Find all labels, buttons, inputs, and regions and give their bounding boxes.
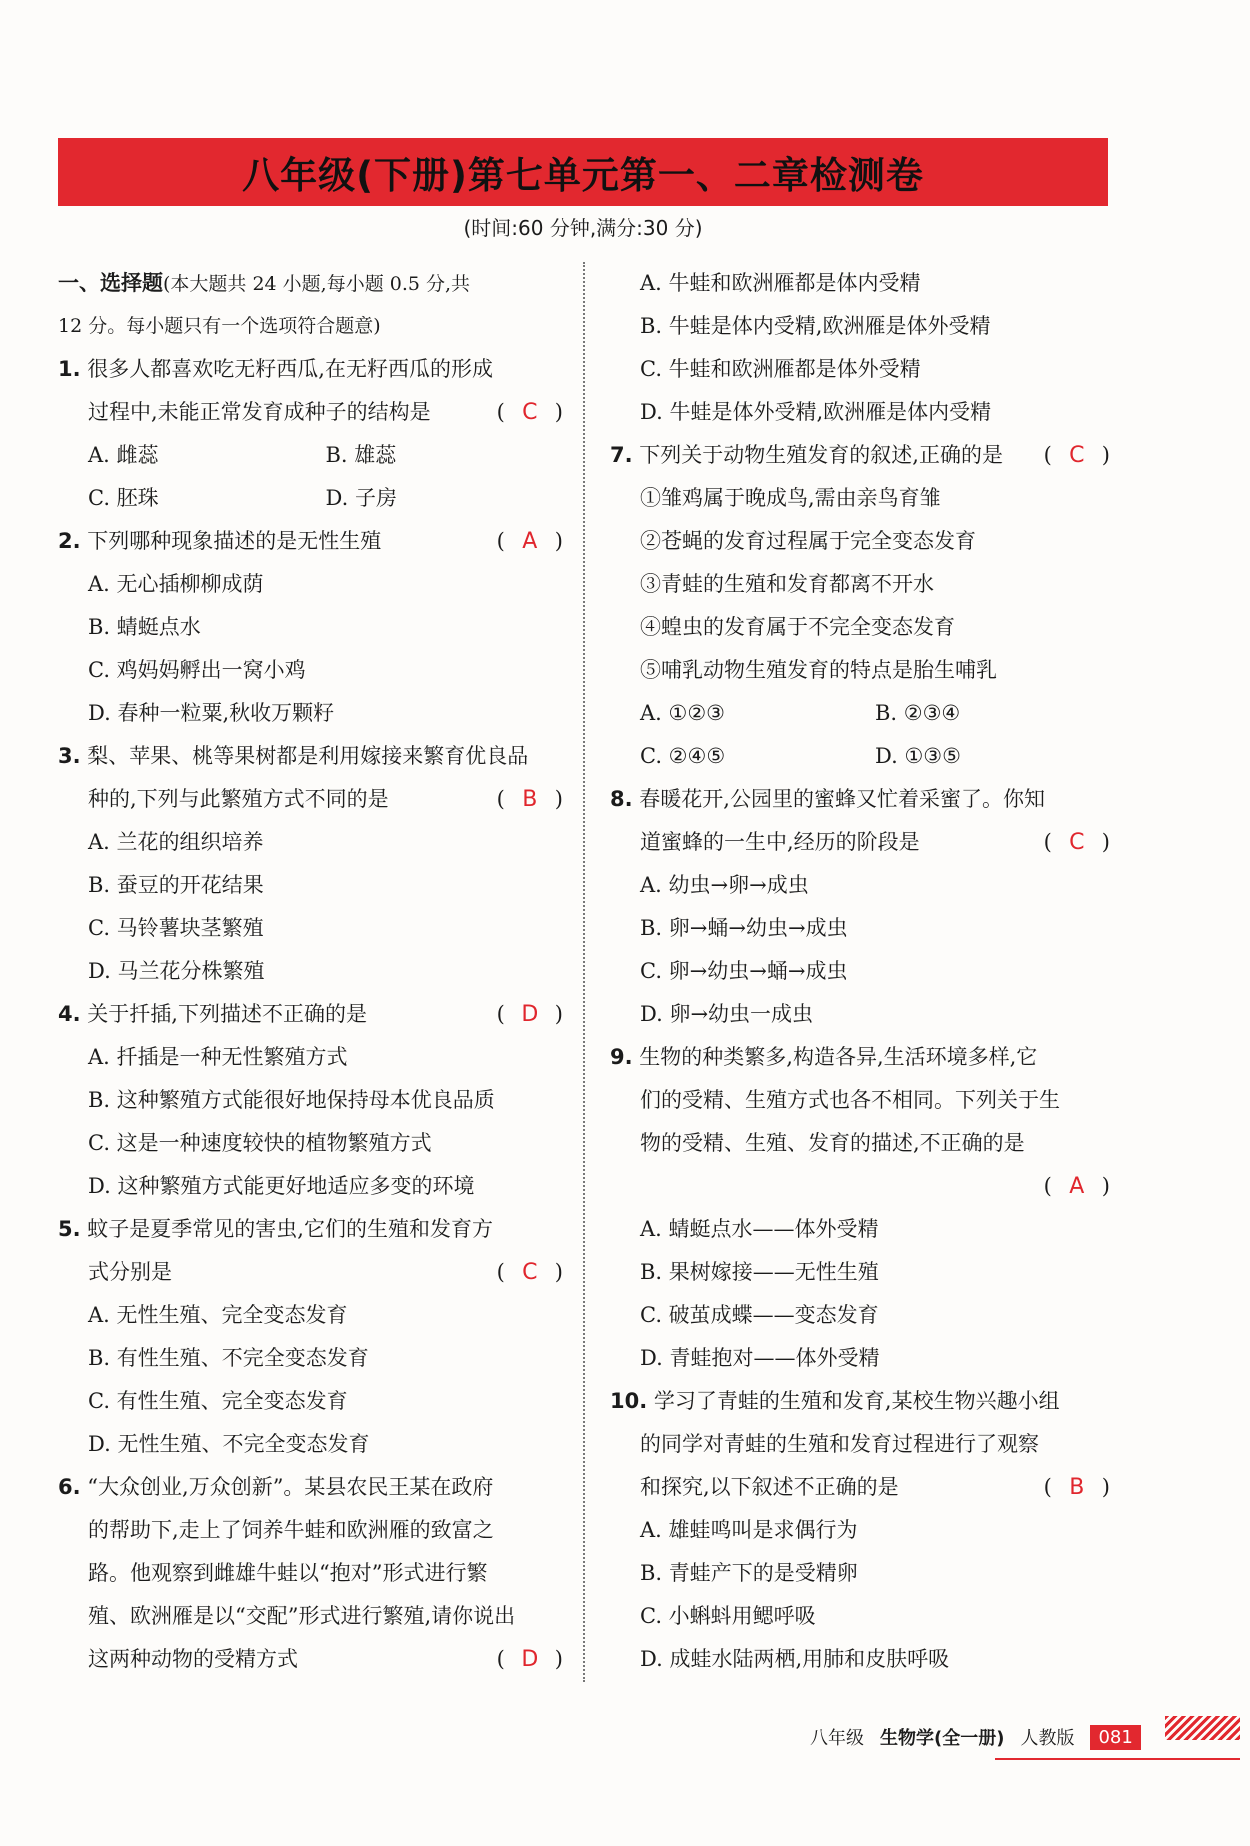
q5-option-b: B. 有性生殖、不完全变态发育 — [88, 1346, 369, 1370]
q2-option-c: C. 鸡妈妈孵出一窝小鸡 — [88, 658, 306, 682]
question-1: 1. 很多人都喜欢吃无籽西瓜,在无籽西瓜的形成 — [58, 357, 493, 381]
q4-option-a: A. 扦插是一种无性繁殖方式 — [88, 1045, 348, 1069]
q7-statement-1: ①雏鸡属于晚成鸟,需由亲鸟育雏 — [640, 486, 941, 510]
question-5: 5. 蚊子是夏季常见的害虫,它们的生殖和发育方 — [58, 1217, 493, 1241]
q7-statement-5: ⑤哺乳动物生殖发育的特点是胎生哺乳 — [640, 658, 997, 682]
question-10-line-3: 和探究,以下叙述不正确的是 ( B ) — [610, 1466, 1110, 1509]
footer-edition: 人教版 — [1020, 1728, 1075, 1749]
question-6-line-2: 的帮助下,走上了饲养牛蛙和欧洲雁的致富之 — [88, 1518, 494, 1542]
q6-option-c: C. 牛蛙和欧洲雁都是体外受精 — [640, 357, 921, 381]
page-title: 八年级(下册)第七单元第一、二章检测卷 — [242, 154, 924, 197]
question-4: 4. 关于扦插,下列描述不正确的是 ( D ) — [58, 993, 563, 1036]
section-header: 一、选择题(本大题共 24 小题,每小题 0.5 分,共 — [58, 271, 471, 295]
q7-statement-3: ③青蛙的生殖和发育都离不开水 — [640, 572, 934, 596]
question-6-line-5: 这两种动物的受精方式 ( D ) — [58, 1638, 563, 1681]
question-9-line-3: 物的受精、生殖、发育的描述,不正确的是 — [640, 1131, 1025, 1155]
q6-option-a: A. 牛蛙和欧洲雁都是体内受精 — [640, 271, 921, 295]
question-10-line-2: 的同学对青蛙的生殖和发育过程进行了观察 — [640, 1432, 1039, 1456]
q9-option-b: B. 果树嫁接——无性生殖 — [640, 1260, 879, 1284]
footer-grade: 八年级 — [810, 1728, 864, 1749]
footer-subject: 生物学(全一册) — [880, 1728, 1005, 1749]
question-6-line-3: 路。他观察到雌雄牛蛙以“抱对”形式进行繁 — [88, 1561, 488, 1585]
left-column — [58, 262, 563, 1681]
answer-6: ( D ) — [496, 1647, 563, 1672]
answer-4: ( D ) — [496, 1002, 563, 1027]
q7-statement-2: ②苍蝇的发育过程属于完全变态发育 — [640, 529, 976, 553]
q9-option-a: A. 蜻蜓点水——体外受精 — [640, 1217, 879, 1241]
q7-options-cd: C. ②④⑤ D. ①③⑤ — [640, 744, 961, 768]
answer-1: ( C ) — [496, 400, 563, 425]
q5-option-a: A. 无性生殖、完全变态发育 — [88, 1303, 348, 1327]
section-header-cont: 12 分。每小题只有一个选项符合题意) — [58, 315, 381, 337]
q8-option-a: A. 幼虫→卵→成虫 — [640, 873, 809, 897]
page-number: 081 — [1090, 1725, 1140, 1750]
q9-option-d: D. 青蛙抱对——体外受精 — [640, 1346, 880, 1370]
right-column — [610, 262, 1110, 1681]
question-9: 9. 生物的种类繁多,构造各异,生活环境多样,它 — [610, 1045, 1038, 1069]
question-9-answer-line — [610, 1165, 1110, 1208]
q2-option-b: B. 蜻蜓点水 — [88, 615, 201, 639]
question-8: 8. 春暖花开,公园里的蜜蜂又忙着采蜜了。你知 — [610, 787, 1045, 811]
question-9-line-2: 们的受精、生殖方式也各不相同。下列关于生 — [640, 1088, 1060, 1112]
question-1-cont: 过程中,未能正常发育成种子的结构是 ( C ) — [58, 391, 563, 434]
answer-9: ( A ) — [1043, 1174, 1110, 1199]
q1-options-cd: C. 胚珠 D. 子房 — [88, 486, 397, 510]
question-8-cont: 道蜜蜂的一生中,经历的阶段是 ( C ) — [610, 821, 1110, 864]
q8-option-d: D. 卵→幼虫一成虫 — [640, 1002, 814, 1026]
q10-option-a: A. 雄蛙鸣叫是求偶行为 — [640, 1518, 858, 1542]
answer-7: ( C ) — [1043, 443, 1110, 468]
q10-option-d: D. 成蛙水陆两栖,用肺和皮肤呼吸 — [640, 1647, 950, 1671]
q1-options-ab: A. 雌蕊 B. 雄蕊 — [88, 443, 397, 467]
q8-option-c: C. 卵→幼虫→蛹→成虫 — [640, 959, 848, 983]
q10-option-c: C. 小蝌蚪用鳃呼吸 — [640, 1604, 816, 1628]
q5-option-c: C. 有性生殖、完全变态发育 — [88, 1389, 348, 1413]
question-3: 3. 梨、苹果、桃等果树都是利用嫁接来繁育优良品 — [58, 744, 529, 768]
exam-info: (时间:60 分钟,满分:30 分) — [463, 216, 703, 240]
question-3-cont: 种的,下列与此繁殖方式不同的是 ( B ) — [58, 778, 563, 821]
question-2: 2. 下列哪种现象描述的是无性生殖 ( A ) — [58, 520, 563, 563]
q4-option-c: C. 这是一种速度较快的植物繁殖方式 — [88, 1131, 432, 1155]
question-6: 6. “大众创业,万众创新”。某县农民王某在政府 — [58, 1475, 494, 1499]
answer-2: ( A ) — [496, 529, 563, 554]
q3-option-d: D. 马兰花分株繁殖 — [88, 959, 265, 983]
q6-option-d: D. 牛蛙是体外受精,欧洲雁是体内受精 — [640, 400, 992, 424]
question-10: 10. 学习了青蛙的生殖和发育,某校生物兴趣小组 — [610, 1389, 1060, 1413]
answer-5: ( C ) — [496, 1260, 563, 1285]
title-banner — [58, 138, 1108, 206]
q7-statement-4: ④蝗虫的发育属于不完全变态发育 — [640, 615, 955, 639]
footer-stripe-decoration — [1165, 1716, 1240, 1740]
answer-8: ( C ) — [1043, 830, 1110, 855]
q3-option-a: A. 兰花的组织培养 — [88, 830, 264, 854]
q3-option-c: C. 马铃薯块茎繁殖 — [88, 916, 264, 940]
q3-option-b: B. 蚕豆的开花结果 — [88, 873, 264, 897]
q4-option-d: D. 这种繁殖方式能更好地适应多变的环境 — [88, 1174, 475, 1198]
q2-option-d: D. 春种一粒粟,秋收万颗籽 — [88, 701, 335, 725]
question-7: 7. 下列关于动物生殖发育的叙述,正确的是 ( C ) — [610, 434, 1110, 477]
column-divider — [583, 262, 585, 1682]
q5-option-d: D. 无性生殖、不完全变态发育 — [88, 1432, 370, 1456]
q7-options-ab: A. ①②③ B. ②③④ — [640, 701, 961, 725]
q10-option-b: B. 青蛙产下的是受精卵 — [640, 1561, 858, 1585]
q4-option-b: B. 这种繁殖方式能很好地保持母本优良品质 — [88, 1088, 495, 1112]
q8-option-b: B. 卵→蛹→幼虫→成虫 — [640, 916, 848, 940]
answer-10: ( B ) — [1043, 1475, 1110, 1500]
footer-rule — [995, 1758, 1240, 1760]
q6-option-b: B. 牛蛙是体内受精,欧洲雁是体外受精 — [640, 314, 991, 338]
question-5-cont: 式分别是 ( C ) — [58, 1251, 563, 1294]
answer-3: ( B ) — [496, 787, 563, 812]
question-6-line-4: 殖、欧洲雁是以“交配”形式进行繁殖,请你说出 — [88, 1604, 516, 1628]
q2-option-a: A. 无心插柳柳成荫 — [88, 572, 264, 596]
q9-option-c: C. 破茧成蝶——变态发育 — [640, 1303, 879, 1327]
